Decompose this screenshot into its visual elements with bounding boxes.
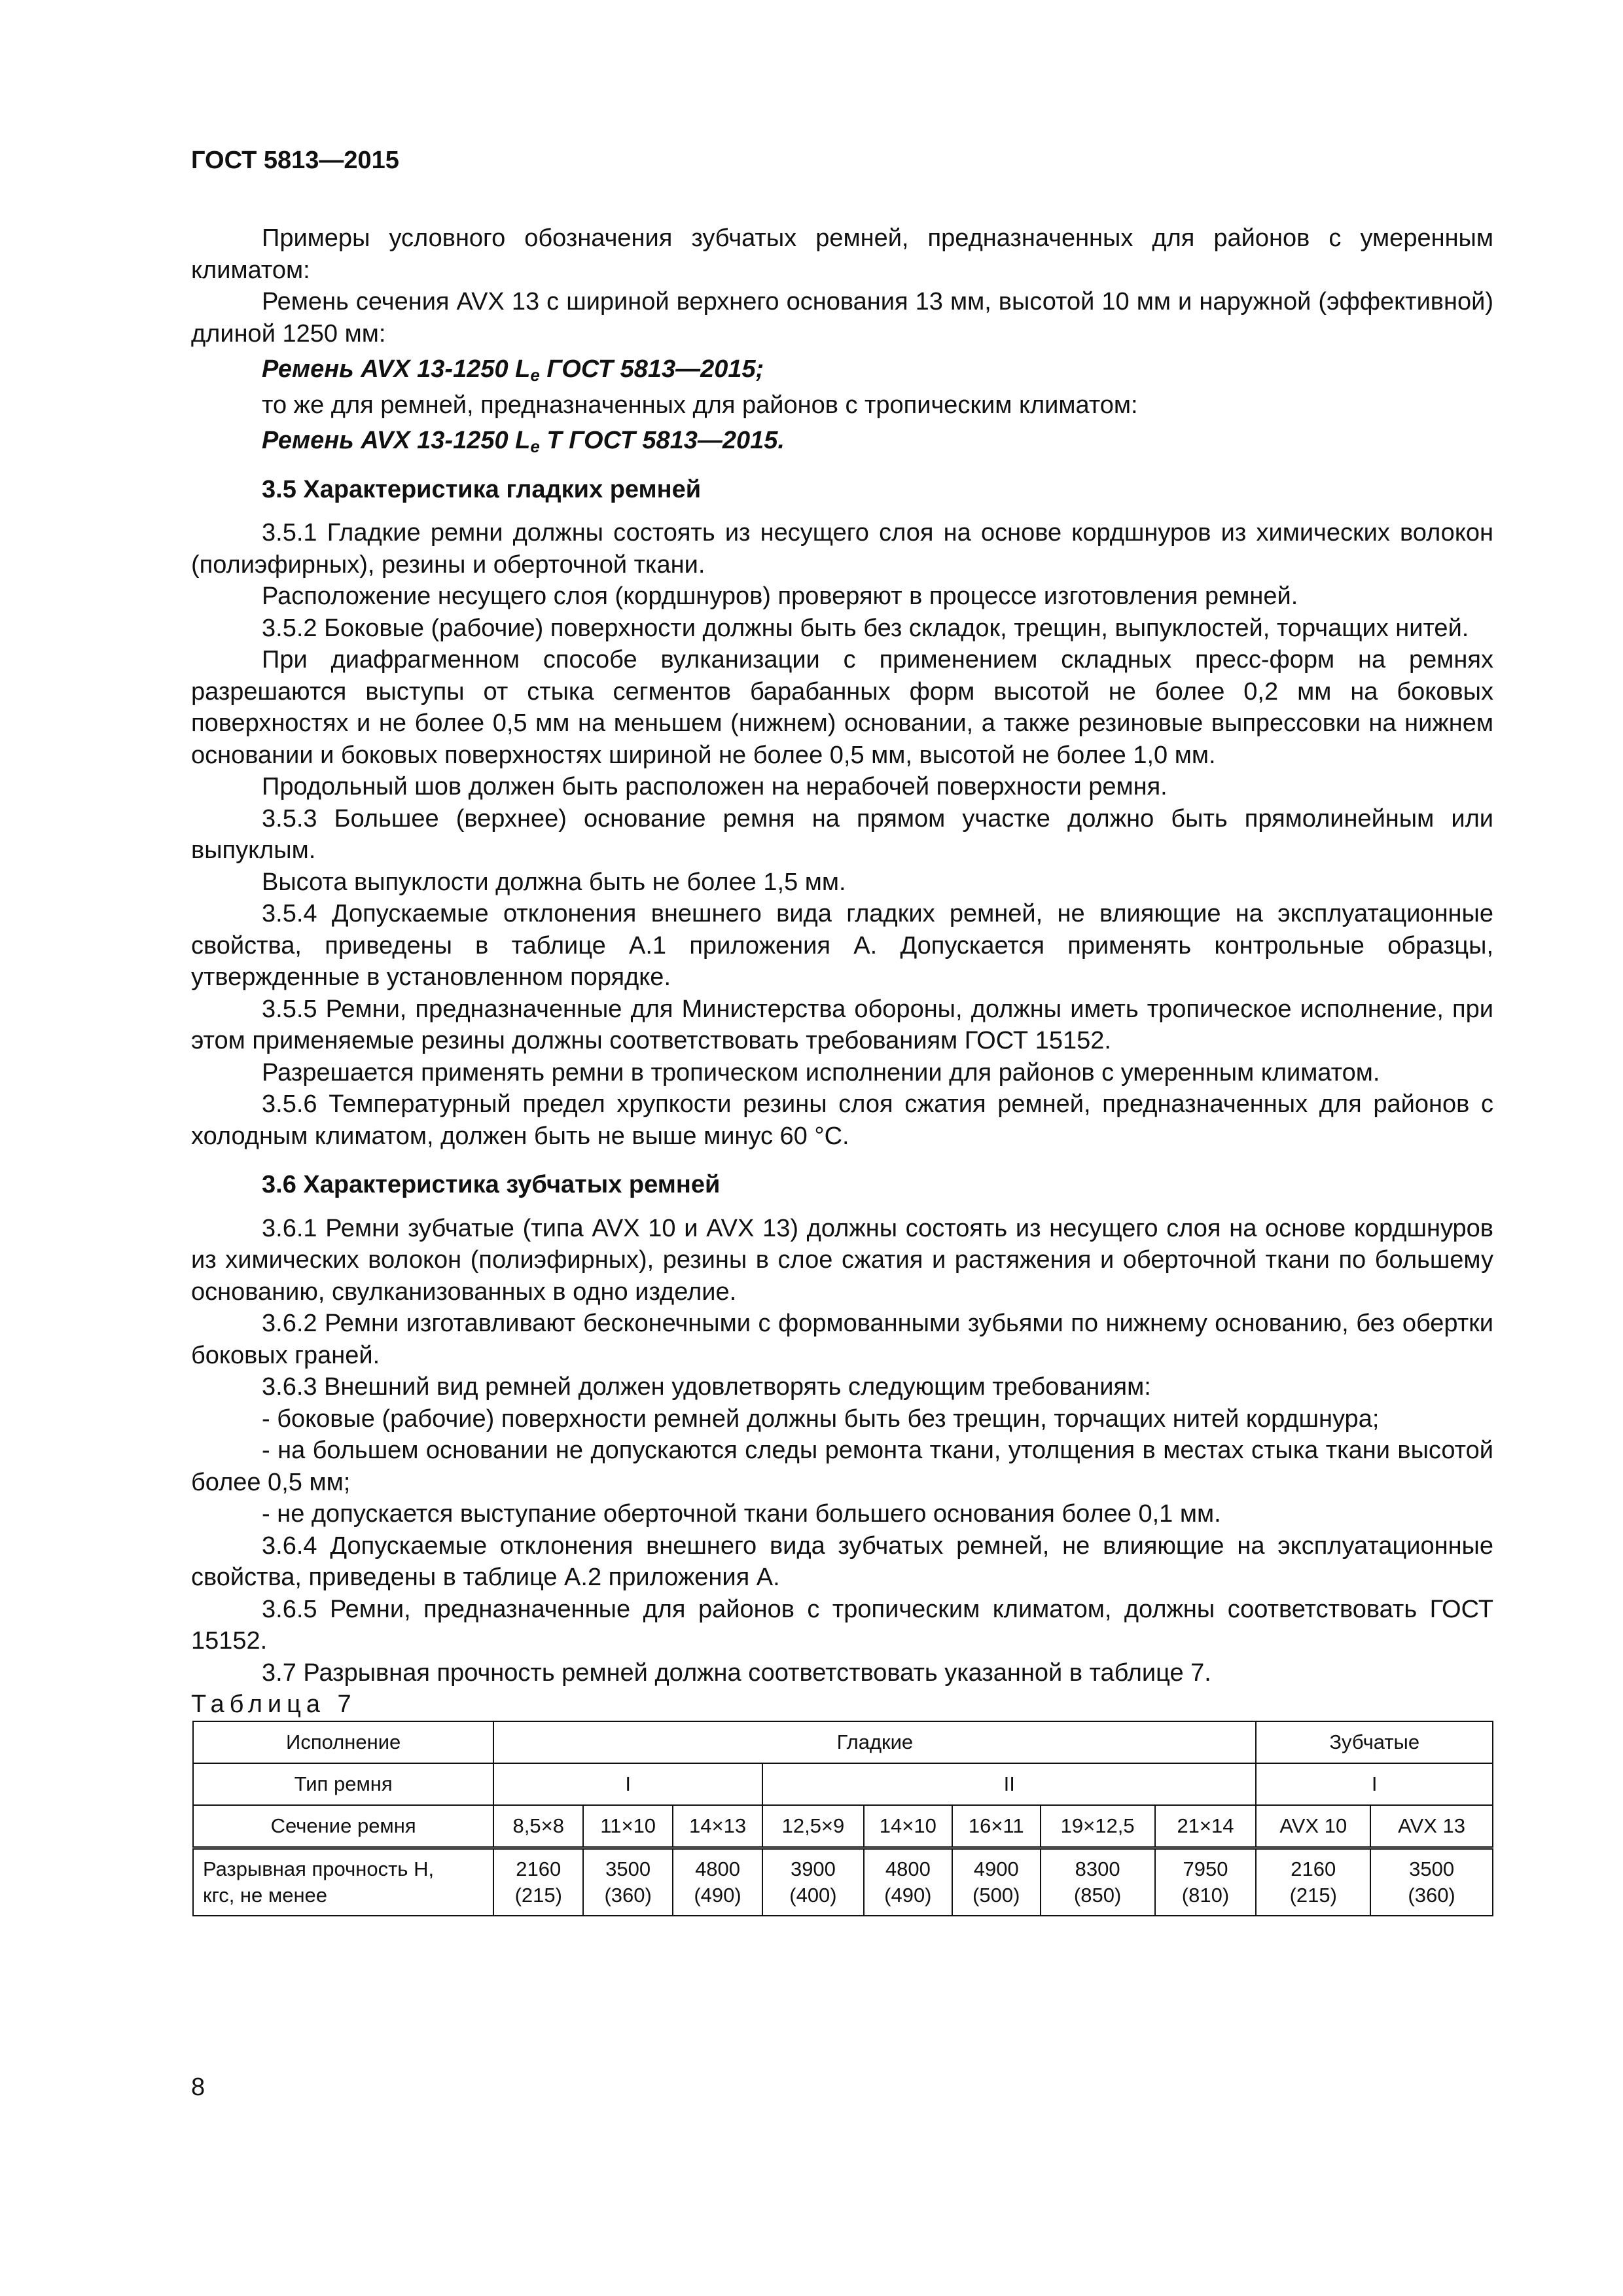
section-heading: 3.5 Характеристика гладких ремней [262,475,702,503]
table-row [193,1721,1493,1763]
table-cell [864,1848,952,1916]
section-heading: 3.6 Характеристика зубчатых ремней [262,1171,721,1198]
list-item: - боковые (рабочие) поверхности ремней должны быть без трещин, торчащих нитей кордшнура; [262,1405,1380,1433]
table-cell: 16×11 [952,1805,1041,1848]
strength-kgf: (490) [694,1883,741,1907]
strength-n: 7950 [1183,1857,1228,1880]
paragraph: 3.5.5 Ремни, предназначенные для Министерства обороны, должны иметь тропическое исполнение, при этом применяемые резины должны соответствовать требованиям ГОСТ 15152. [191,995,1493,1054]
strength-n: 3500 [605,1857,651,1880]
table-cell: 11×10 [583,1805,673,1848]
table-cell: 19×12,5 [1041,1805,1155,1848]
table-cell [1041,1848,1155,1916]
strength-n: 3900 [790,1857,836,1880]
paragraph: 3.5.3 Большее (верхнее) основание ремня на прямом участке должно быть прямолинейным или выпуклым. [191,804,1493,864]
table-cell: 14×13 [673,1805,762,1848]
table-cell [952,1848,1041,1916]
table-cell: 12,5×9 [762,1805,864,1848]
strength-n: 3500 [1409,1857,1455,1880]
designation-text: Т ГОСТ 5813—2015. [539,427,785,454]
table-cell: AVX 10 [1256,1805,1370,1848]
strength-kgf: (360) [604,1883,652,1907]
strength-n: 2160 [516,1857,562,1880]
table-row [193,1805,1493,1848]
strength-kgf: (850) [1073,1883,1122,1907]
designation-text: Ремень AVX 13-1250 L [262,427,531,454]
table-7 [192,1721,1493,1916]
strength-kgf: (215) [514,1883,562,1907]
paragraph: 3.7 Разрывная прочность ремней должна соответствовать указанной в таблице 7. [262,1659,1211,1687]
paragraph: 3.6.3 Внешний вид ремней должен удовлетворять следующим требованиям: [262,1373,1151,1401]
strength-n: 4800 [885,1857,931,1880]
row-label-line: кгс, не менее [203,1883,328,1907]
page-number: 8 [191,2073,205,2101]
strength-kgf: (810) [1181,1883,1230,1907]
paragraph: 3.5.2 Боковые (рабочие) поверхности должны быть без складок, трещин, выпуклостей, торчащих нитей. [262,614,1469,642]
paragraph: то же для ремней, предназначенных для районов с тропическим климатом: [262,391,1138,419]
table-cell: Сечение ремня [193,1805,493,1848]
paragraph: Высота выпуклости должна быть не более 1,5 мм. [262,868,846,896]
paragraph: Продольный шов должен быть расположен на нерабочей поверхности ремня. [262,773,1168,800]
strength-n: 4900 [973,1857,1019,1880]
table-cell: Зубчатые [1256,1721,1493,1763]
table-cell: II [762,1763,1256,1805]
paragraph: Разрешается применять ремни в тропическом исполнении для районов с умеренным климатом. [262,1058,1380,1086]
designation-text: Ремень AVX 13-1250 L [262,355,531,383]
table-cell: Гладкие [493,1721,1256,1763]
strength-kgf: (360) [1408,1883,1455,1907]
designation-subscript: e [530,437,540,456]
table-cell: AVX 13 [1370,1805,1493,1848]
paragraph: Расположение несущего слоя (кордшнуров) проверяют в процессе изготовления ремней. [262,583,1298,610]
table-cell: I [1256,1763,1493,1805]
paragraph: 3.5.6 Температурный предел хрупкости резины слоя сжатия ремней, предназначенных для районов с холодным климатом, должен быть не выше минус 60 °С. [191,1090,1493,1150]
strength-kgf: (490) [884,1883,932,1907]
table-cell [193,1848,493,1916]
document-body [191,223,1493,1916]
paragraph: 3.5.1 Гладкие ремни должны состоять из несущего слоя на основе кордшнуров из химических волокон (полиэфирных), резины и оберточной ткани. [191,519,1493,579]
table-cell: 21×14 [1155,1805,1257,1848]
designation-example [191,425,1493,457]
table-row [193,1763,1493,1805]
table-cell [673,1848,762,1916]
table-cell: I [493,1763,762,1805]
paragraph: 3.6.2 Ремни изготавливают бесконечными с формованными зубьями по нижнему основанию, без обертки боковых граней. [191,1310,1493,1369]
table-cell: Тип ремня [193,1763,493,1805]
table-cell [493,1848,583,1916]
list-item: - на большем основании не допускаются следы ремонта ткани, утолщения в местах стыка ткани высотой более 0,5 мм; [191,1437,1493,1496]
strength-n: 4800 [695,1857,741,1880]
table-cell: Исполнение [193,1721,493,1763]
table-cell [1155,1848,1257,1916]
document-header: ГОСТ 5813—2015 [191,147,399,174]
table-cell [1256,1848,1370,1916]
table-cell [1370,1848,1493,1916]
strength-kgf: (215) [1289,1883,1337,1907]
strength-n: 8300 [1075,1857,1120,1880]
paragraph: 3.6.1 Ремни зубчатые (типа AVX 10 и AVX 13) должны состоять из несущего слоя на основе кордшнуров из химических волокон (полиэфирных), резины в слое сжатия и растяжения и оберточной ткани по большему основанию, свулканизованных в одно изделие. [191,1214,1493,1306]
strength-kgf: (400) [789,1883,837,1907]
paragraph: 3.5.4 Допускаемые отклонения внешнего вида гладких ремней, не влияющие на эксплуатационные свойства, приведены в таблице А.1 приложения А. Допускается применять контрольные образцы, утвержденные в установленном порядке. [191,900,1493,991]
row-label-line: Разрывная прочность Н, [203,1857,435,1880]
paragraph: Ремень сечения AVX 13 с шириной верхнего основания 13 мм, высотой 10 мм и наружной (эффективной) длиной 1250 мм: [191,288,1493,348]
strength-n: 2160 [1291,1857,1336,1880]
table-caption: Таблица 7 [191,1691,357,1718]
strength-kgf: (500) [972,1883,1020,1907]
designation-example [191,353,1493,386]
table-cell [583,1848,673,1916]
table-cell: 8,5×8 [493,1805,583,1848]
paragraph: 3.6.4 Допускаемые отклонения внешнего вида зубчатых ремней, не влияющие на эксплуатационные свойства, приведены в таблице А.2 приложения А. [191,1532,1493,1591]
table-cell [762,1848,864,1916]
paragraph: 3.6.5 Ремни, предназначенные для районов с тропическим климатом, должны соответствовать ГОСТ 15152. [191,1595,1493,1655]
designation-text: ГОСТ 5813—2015; [539,355,764,383]
designation-subscript: e [530,365,540,385]
paragraph: Примеры условного обозначения зубчатых ремней, предназначенных для районов с умеренным климатом: [191,224,1493,284]
paragraph: При диафрагменном способе вулканизации с применением складных пресс-форм на ремнях разрешаются выступы от стыка сегментов барабанных форм высотой не более 0,2 мм на боковых поверхностях и не более 0,5 мм на меньшем (нижнем) основании, а также резиновые выпрессовки на нижнем основании и боковых поверхностях шириной не более 0,5 мм, высотой не более 1,0 мм. [191,646,1493,769]
table-cell: 14×10 [864,1805,952,1848]
list-item: - не допускается выступание оберточной ткани большего основания более 0,1 мм. [262,1500,1221,1528]
table-row [193,1848,1493,1916]
